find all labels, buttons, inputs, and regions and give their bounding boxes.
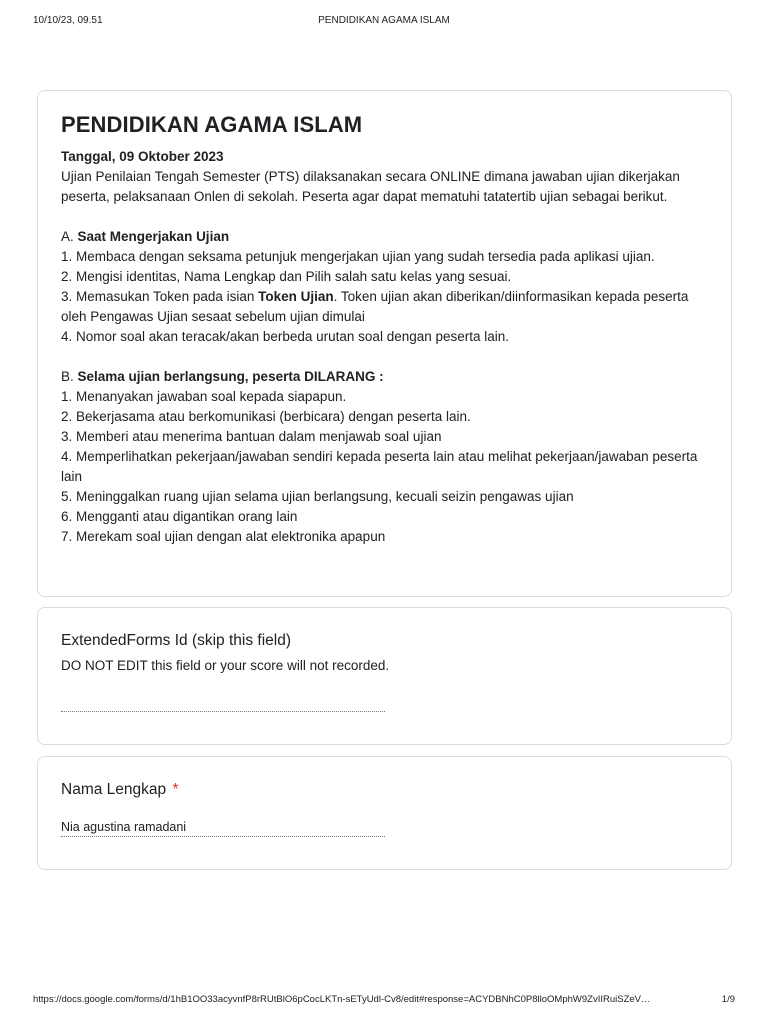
print-header (0, 15, 768, 31)
section-b-item: 7. Merekam soal ujian dengan alat elektronika apapun (61, 529, 386, 544)
section-a-item: 3. Memasukan Token pada isian Token Ujian. Token ujian akan diberikan/diinformasikan kepada peserta oleh Pengawas Ujian sesaat sebelum ujian dimulai (61, 289, 689, 324)
section-b-heading: B. Selama ujian berlangsung, peserta DILARANG : (61, 369, 384, 384)
required-asterisk: * (172, 781, 179, 798)
print-datetime: 10/10/23, 09.51 (33, 15, 103, 26)
page-url: https://docs.google.com/forms/d/1hB1OO33acyvnfP8rRUtBlO6pCocLKTn-sETyUdl-Cv8/edit#response=ACYDBNhC0P8lloOMphW9ZvIIRuiSZeV… (33, 994, 651, 1005)
date-line: Tanggal, 09 Oktober 2023 (61, 149, 224, 164)
form-title: PENDIDIKAN AGAMA ISLAM (61, 112, 363, 137)
section-b-item: 4. Memperlihatkan pekerjaan/jawaban sendiri kepada peserta lain atau melihat pekerjaan/jawaban peserta lain (61, 449, 698, 484)
section-b-item: 2. Bekerjasama atau berkomunikasi (berbicara) dengan peserta lain. (61, 409, 471, 424)
section-a-item: 4. Nomor soal akan teracak/akan berbeda urutan soal dengan peserta lain. (61, 329, 510, 344)
section-b-item: 3. Memberi atau menerima bantuan dalam menjawab soal ujian (61, 429, 442, 444)
section-b-item: 1. Menanyakan jawaban soal kepada siapapun. (61, 389, 347, 404)
question-card-extendedforms-id (37, 607, 732, 745)
question-card-nama-lengkap (37, 756, 732, 870)
question-help-text: DO NOT EDIT this field or your score will not recorded. (61, 658, 390, 673)
extendedforms-id-input[interactable] (61, 690, 385, 712)
question-title: ExtendedForms Id (skip this field) (61, 632, 292, 649)
section-b-item: 5. Meninggalkan ruang ujian selama ujian berlangsung, kecuali seizin pengawas ujian (61, 489, 574, 504)
question-title: Nama Lengkap * (61, 781, 179, 798)
section-a-heading: A. Saat Mengerjakan Ujian (61, 229, 230, 244)
nama-lengkap-input[interactable] (61, 815, 385, 837)
section-a-item: 2. Mengisi identitas, Nama Lengkap dan Pilih salah satu kelas yang sesuai. (61, 269, 512, 284)
section-b-item: 6. Mengganti atau digantikan orang lain (61, 509, 298, 524)
intro-text: Ujian Penilaian Tengah Semester (PTS) dilaksanakan secara ONLINE dimana jawaban ujian dikerjakan peserta, pelaksanaan Onlen di sekolah. Peserta agar dapat mematuhi tatatertib ujian sebagai berikut. (61, 169, 680, 204)
section-a-item: 1. Membaca dengan seksama petunjuk mengerjakan ujian yang sudah tersedia pada aplikasi ujian. (61, 249, 655, 264)
print-title: PENDIDIKAN AGAMA ISLAM (318, 15, 450, 26)
print-footer (0, 994, 768, 1010)
answer-value: Nia agustina ramadani (61, 820, 187, 834)
form-header-card (37, 90, 732, 597)
form-description (61, 147, 708, 547)
page-number: 1/9 (721, 994, 735, 1005)
